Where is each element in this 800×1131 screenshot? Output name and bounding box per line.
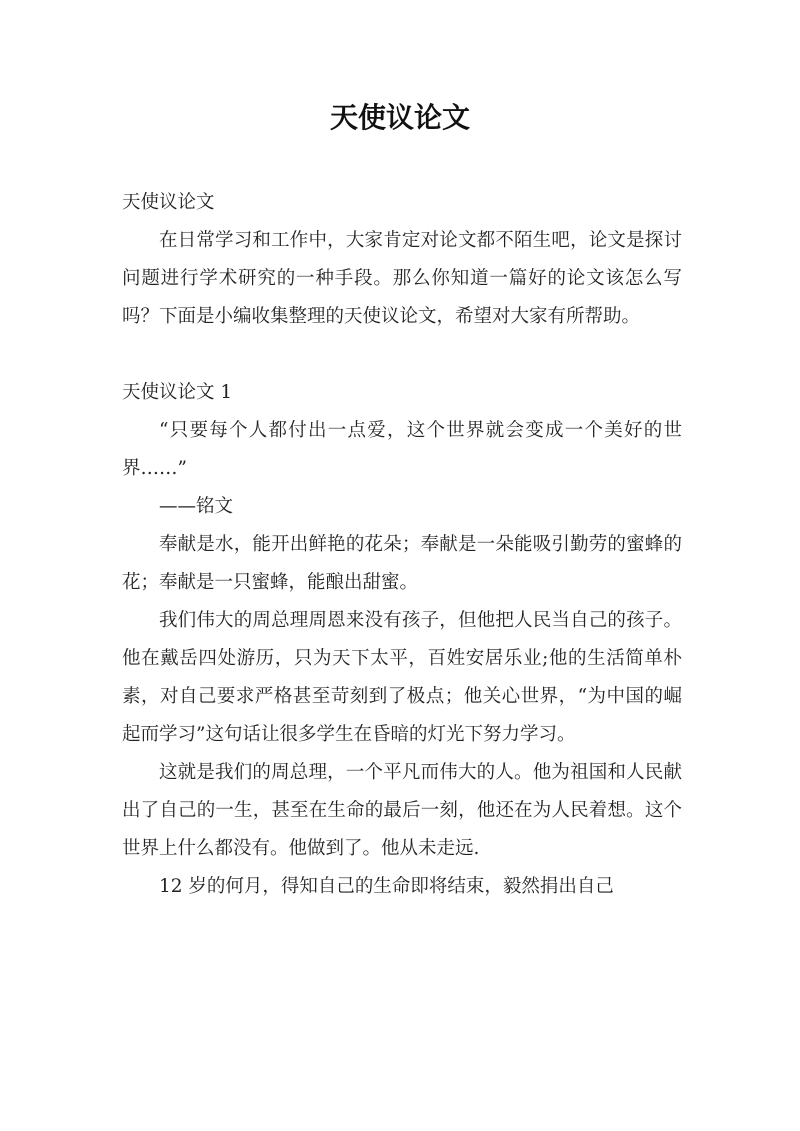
document-body [122, 184, 682, 906]
quote-paragraph: “只要每个人都付出一点爱，这个世界就会变成一个美好的世界……” [122, 420, 682, 479]
document-title: 天使议论文 [329, 101, 470, 134]
body-paragraph: 我们伟大的周总理周恩来没有孩子，但他把人民当自己的孩子。他在戴岳四处游历，只为天下太平，百姓安居乐业;他的生活简单朴素，对自己要求严格甚至苛刻到了极点；他关心世界，“为中国的崛起而学习”这句话让很多学生在昏暗的灯光下努力学习。 [122, 610, 682, 745]
body-paragraph: 这就是我们的周总理，一个平凡而伟大的人。他为祖国和人民献出了自己的一生，甚至在生命的最后一刻，他还在为人民着想。这个世界上什么都没有。他做到了。他从未走远. [122, 762, 682, 859]
quote-attribution: ——铭文 [159, 496, 234, 517]
intro-paragraph: 在日常学习和工作中，大家肯定对论文都不陌生吧，论文是探讨问题进行学术研究的一种手段。那么你知道一篇好的论文该怎么写吗？下面是小编收集整理的天使议论文，希望对大家有所帮助。 [122, 230, 682, 327]
intro-heading: 天使议论文 [122, 192, 215, 213]
body-paragraph: 12 岁的何月，得知自己的生命即将结束，毅然捐出自己 [159, 876, 614, 897]
body-paragraph: 奉献是水，能开出鲜艳的花朵；奉献是一朵能吸引勤劳的蜜蜂的花；奉献是一只蜜蜂，能酿出甜蜜。 [122, 534, 682, 593]
section-heading: 天使议论文 1 [122, 382, 233, 403]
